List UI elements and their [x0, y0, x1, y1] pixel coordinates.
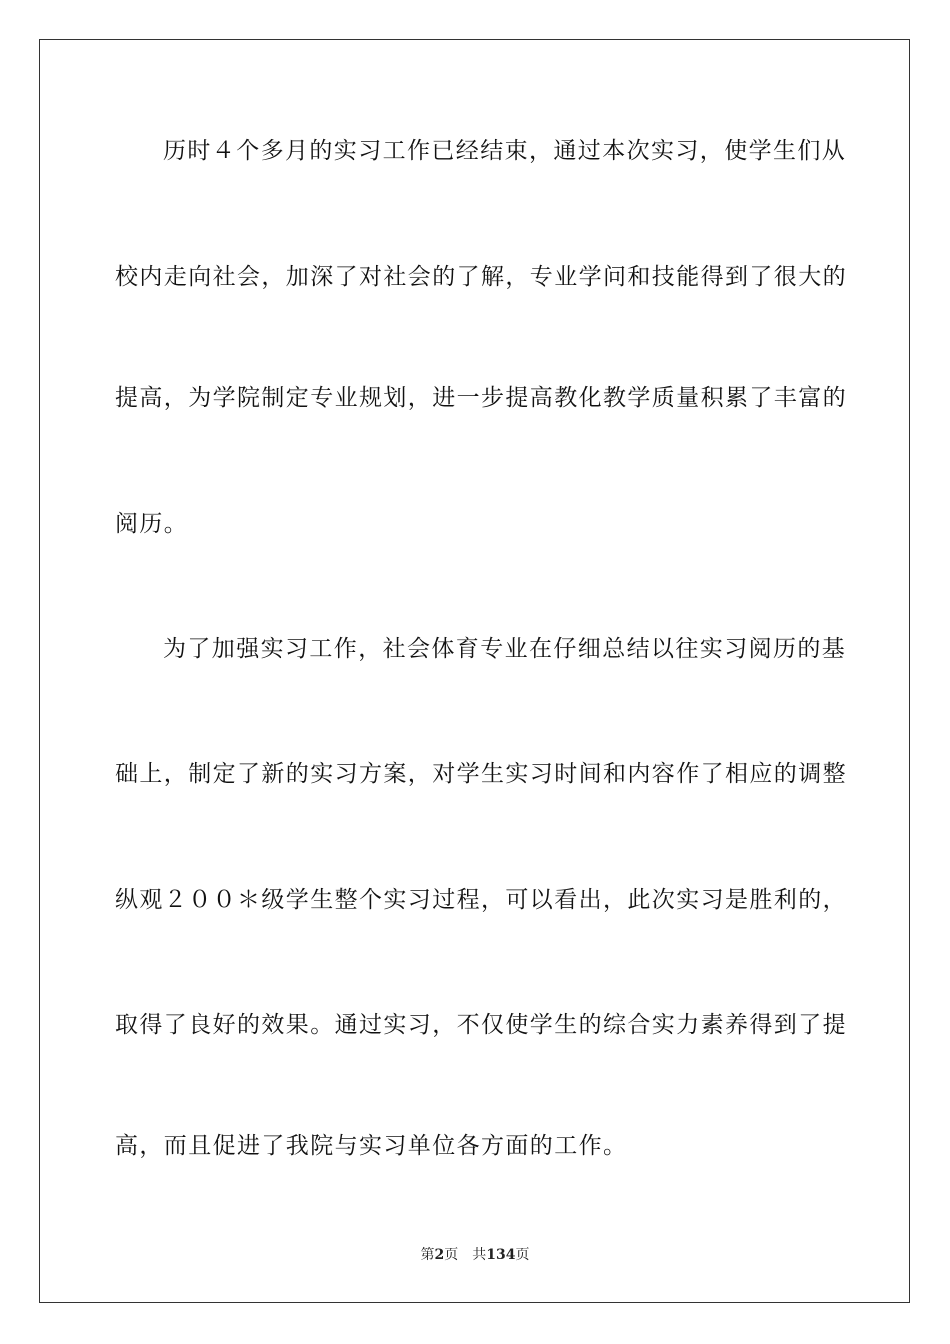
total-label-suffix: 页	[515, 1247, 530, 1263]
total-label-prefix: 共	[472, 1247, 487, 1263]
page-label-prefix: 第	[420, 1247, 435, 1263]
paragraph-line-1: 历时４个多月的实习工作已经结束，通过本次实习，使学生们从	[163, 138, 847, 164]
paragraph-line-6: 础上，制定了新的实习方案，对学生实习时间和内容作了相应的调整	[115, 761, 847, 787]
paragraph-line-9: 高，而且促进了我院与实习单位各方面的工作。	[115, 1133, 628, 1159]
current-page-number: 2	[434, 1247, 445, 1263]
paragraph-line-2: 校内走向社会，加深了对社会的了解，专业学问和技能得到了很大的	[115, 264, 847, 290]
paragraph-line-7: 纵观２００＊级学生整个实习过程，可以看出，此次实习是胜利的，	[115, 887, 847, 913]
page-border	[39, 39, 910, 1303]
paragraph-line-3: 提高，为学院制定专业规划，进一步提高教化教学质量积累了丰富的	[115, 385, 847, 411]
paragraph-line-4: 阅历。	[115, 511, 189, 537]
paragraph-line-8: 取得了良好的效果。通过实习，不仅使学生的综合实力素养得到了提	[115, 1012, 847, 1038]
page-label-suffix: 页	[444, 1247, 459, 1263]
total-page-number: 134	[486, 1247, 516, 1263]
page-footer	[0, 1246, 950, 1264]
paragraph-line-5: 为了加强实习工作，社会体育专业在仔细总结以往实习阅历的基	[163, 636, 847, 662]
